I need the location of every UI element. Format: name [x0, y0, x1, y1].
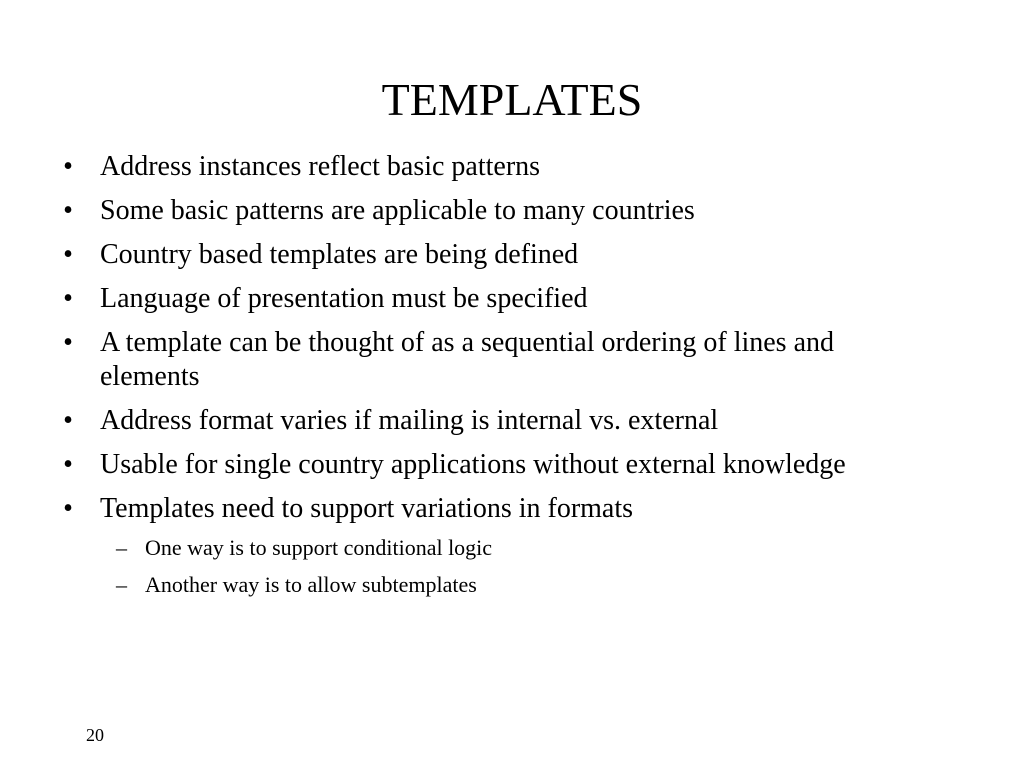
bullet-item	[58, 238, 878, 272]
bullet-list	[58, 150, 878, 609]
bullet-text: Address format varies if mailing is internal vs. external	[100, 405, 719, 436]
bullet-text: Usable for single country applications without external knowledge	[100, 449, 846, 480]
slide-number: 20	[86, 725, 104, 745]
bullet-item	[58, 150, 878, 184]
bullet-text: A template can be thought of as a sequential ordering of lines and elements	[100, 327, 835, 392]
bullet-marker: •	[63, 405, 73, 436]
bullet-item	[58, 282, 878, 316]
bullet-item	[58, 404, 878, 438]
bullet-item	[58, 448, 878, 482]
sub-bullet-item	[100, 571, 878, 599]
bullet-marker: •	[63, 239, 73, 270]
bullet-marker: •	[63, 449, 73, 480]
bullet-marker: •	[63, 283, 73, 314]
bullet-marker: •	[63, 493, 73, 524]
bullet-text: Country based templates are being defined	[100, 239, 579, 270]
bullet-marker: •	[63, 195, 73, 226]
sub-bullet-text: One way is to support conditional logic	[145, 535, 493, 560]
sub-bullet-item	[100, 534, 878, 562]
bullet-text: Language of presentation must be specified	[100, 283, 588, 314]
slide-title: TEMPLATES	[381, 74, 643, 125]
bullet-text: Some basic patterns are applicable to many countries	[100, 195, 695, 226]
bullet-text: Address instances reflect basic patterns	[100, 151, 541, 182]
bullet-text: Templates need to support variations in formats	[100, 493, 634, 524]
bullet-marker: •	[63, 327, 73, 358]
bullet-item	[58, 326, 878, 394]
sub-bullet-marker: –	[116, 572, 127, 597]
bullet-marker: •	[63, 151, 73, 182]
sub-bullet-text: Another way is to allow subtemplates	[145, 572, 477, 597]
sub-bullet-list	[100, 534, 878, 599]
sub-bullet-marker: –	[116, 535, 127, 560]
bullet-item	[58, 492, 878, 599]
bullet-item	[58, 194, 878, 228]
